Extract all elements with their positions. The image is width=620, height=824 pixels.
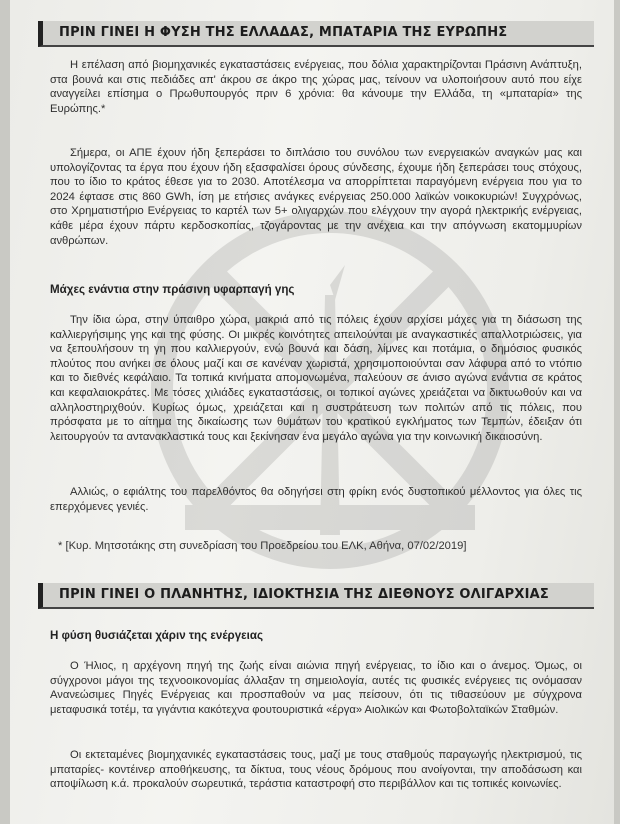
section1-paragraph-1: Η επέλαση από βιομηχανικές εγκαταστάσεις ενέργειας, που δόλια χαρακτηρίζονται Πράσινη Ανάπτυξη, στα βουνά και στις πεδιάδες απ' άκρου σε άκρο της χώρας μας, τείνουν να υλοποιήσουν αυτό που είχε αναγγείλει επίσημα ο Πρωθυπουργός πριν 6 χρόνια: θα κάνουμε την Ελλάδα, τη «μπαταρία» της Ευρώπης.* [50,59,582,115]
section1-title: ΠΡΙΝ ΓΙΝΕΙ Η ΦΥΣΗ ΤΗΣ ΕΛΛΑΔΑΣ, ΜΠΑΤΑΡΙΑ ΤΗΣ ΕΥΡΩΠΗΣ [59,25,508,40]
section2-title: ΠΡΙΝ ΓΙΝΕΙ Ο ΠΛΑΝΗΤΗΣ, ΙΔΙΟΚΤΗΣΙΑ ΤΗΣ ΔΙΕΘΝΟΥΣ ΟΛΙΓΑΡΧΙΑΣ [59,587,549,602]
document-page [10,0,614,824]
section1-paragraph-3: Την ίδια ώρα, στην ύπαιθρο χώρα, μακριά από τις πόλεις έχουν αρχίσει μάχες για τη διάσωση της καλλιεργήσιμης γης και της φύσης. Οι μικρές κοινότητες απειλούνται με αναγκαστικές απαλλοτριώσεις, για να ξεπουλήσουν τη γη που καλλιεργούν, ενώ βουνά και δάση, λίμνες και ποτάμια, ο δημόσιος φυσικός πλούτος που ανήκει σε όλους μαζί και σε κανέναν χωριστά, χρησιμοποιούνται σαν λάφυρα από το ντόπιο και το διεθνές κεφάλαιο. Τα τοπικά κινήματα απομονωμένα, παλεύουν σε άνισο αγώνα ενάντια σε κράτος και κεφαλαιοκράτες. Με τόσες χιλιάδες εγκαταστάσεις, οι τοπικοί αγώνες χρειάζεται να δικτυωθούν και να αλληλοστηριχθούν. Κυρίως όμως, χρειάζεται και η συστράτευση των πολιτών από τις πόλεις, που πρόσφατα με το αίτημα της δικαίωσης των θυμάτων του κρατικού εγκλήματος των Τεμπών, έδειξαν ότι λειτουργούν τα αντανακλαστικά τους και ξεκίνησαν ένα μεγάλο αγώνα για την κοινωνική δικαιοσύνη. [50,314,582,443]
section2-subheading: Η φύση θυσιάζεται χάριν της ενέργειας [50,629,264,642]
section1-header [38,21,594,47]
section2-paragraph-2: Οι εκτεταμένες βιομηχανικές εγκαταστάσεις τους, μαζί με τους σταθμούς παραγωγής ηλεκτρισμού, τις μπαταρίες- κοντέινερ αποθήκευσης, τα δίκτυα, τους νέους δρόμους που ανοίγονται, την αποδάσωση και αποψίλωση κ.ά. προκαλούν σωρευτικά, τεράστια καταστροφή στο περιβάλλον και τις τοπικές κοινωνίες. [50,749,582,791]
section1-paragraph-2: Σήμερα, οι ΑΠΕ έχουν ήδη ξεπεράσει το διπλάσιο του συνόλου των ενεργειακών αναγκών μας και υπολογίζοντας τα έργα που έχουν ήδη εξασφαλίσει όρους σύνδεσης, έχουμε ήδη ξεπεράσει τους στόχους, που το ίδιο το κράτος έθεσε για το 2030. Αποτέλεσμα να απορρίπτεται παραγόμενη ενέργεια που για το 2024 έφτασε στις 860 GWh, ίση με ετήσιες ανάγκες ενέργειας 250.000 λαϊκών νοικοκυριών! Συγχρόνως, στο Χρηματιστήριο Ενέργειας το καρτέλ των 5+ ολιγαρχών που ελέγχουν την αγορά ηλεκτρικής ενέργειας, κάθε μέρα έχουν πάρτυ κερδοσκοπίας, τζογάροντας με την ανέχεια και την απόγνωση εκατομμυρίων ανθρώπων. [50,147,582,247]
section1-paragraph-4: Αλλιώς, ο εφιάλτης του παρελθόντος θα οδηγήσει στη φρίκη ενός δυστοπικού μέλλοντος για όλες τις επερχόμενες γενιές. [50,486,582,513]
section2-header [38,583,594,609]
section1-footnote: * [Κυρ. Μητσοτάκης στη συνεδρίαση του Προεδρείου του ΕΛΚ, Αθήνα, 07/02/2019] [58,540,467,552]
section1-subheading: Μάχες ενάντια στην πράσινη υφαρπαγή γης [50,283,295,296]
section2-paragraph-1: Ο Ήλιος, η αρχέγονη πηγή της ζωής είναι αιώνια πηγή ενέργειας, το ίδιο και ο άνεμος. Όμως, οι σύγχρονοι μάγοι της τεχνοοικονομίας άλλαξαν τη σημειολογία, αυτές τις φυσικές ενέργειες τις ονόμασαν Ανανεώσιμες Πηγές Ενέργειας και προσπαθούν να μας πείσουν, ότι τις τιθασεύουν με σύγχρονα μεταφυσικά τοτέμ, τα γιγάντια κακότεχνα φουτουριστικά «έργα» Αιολικών και Φωτοβολταϊκών Σταθμών. [50,660,582,716]
